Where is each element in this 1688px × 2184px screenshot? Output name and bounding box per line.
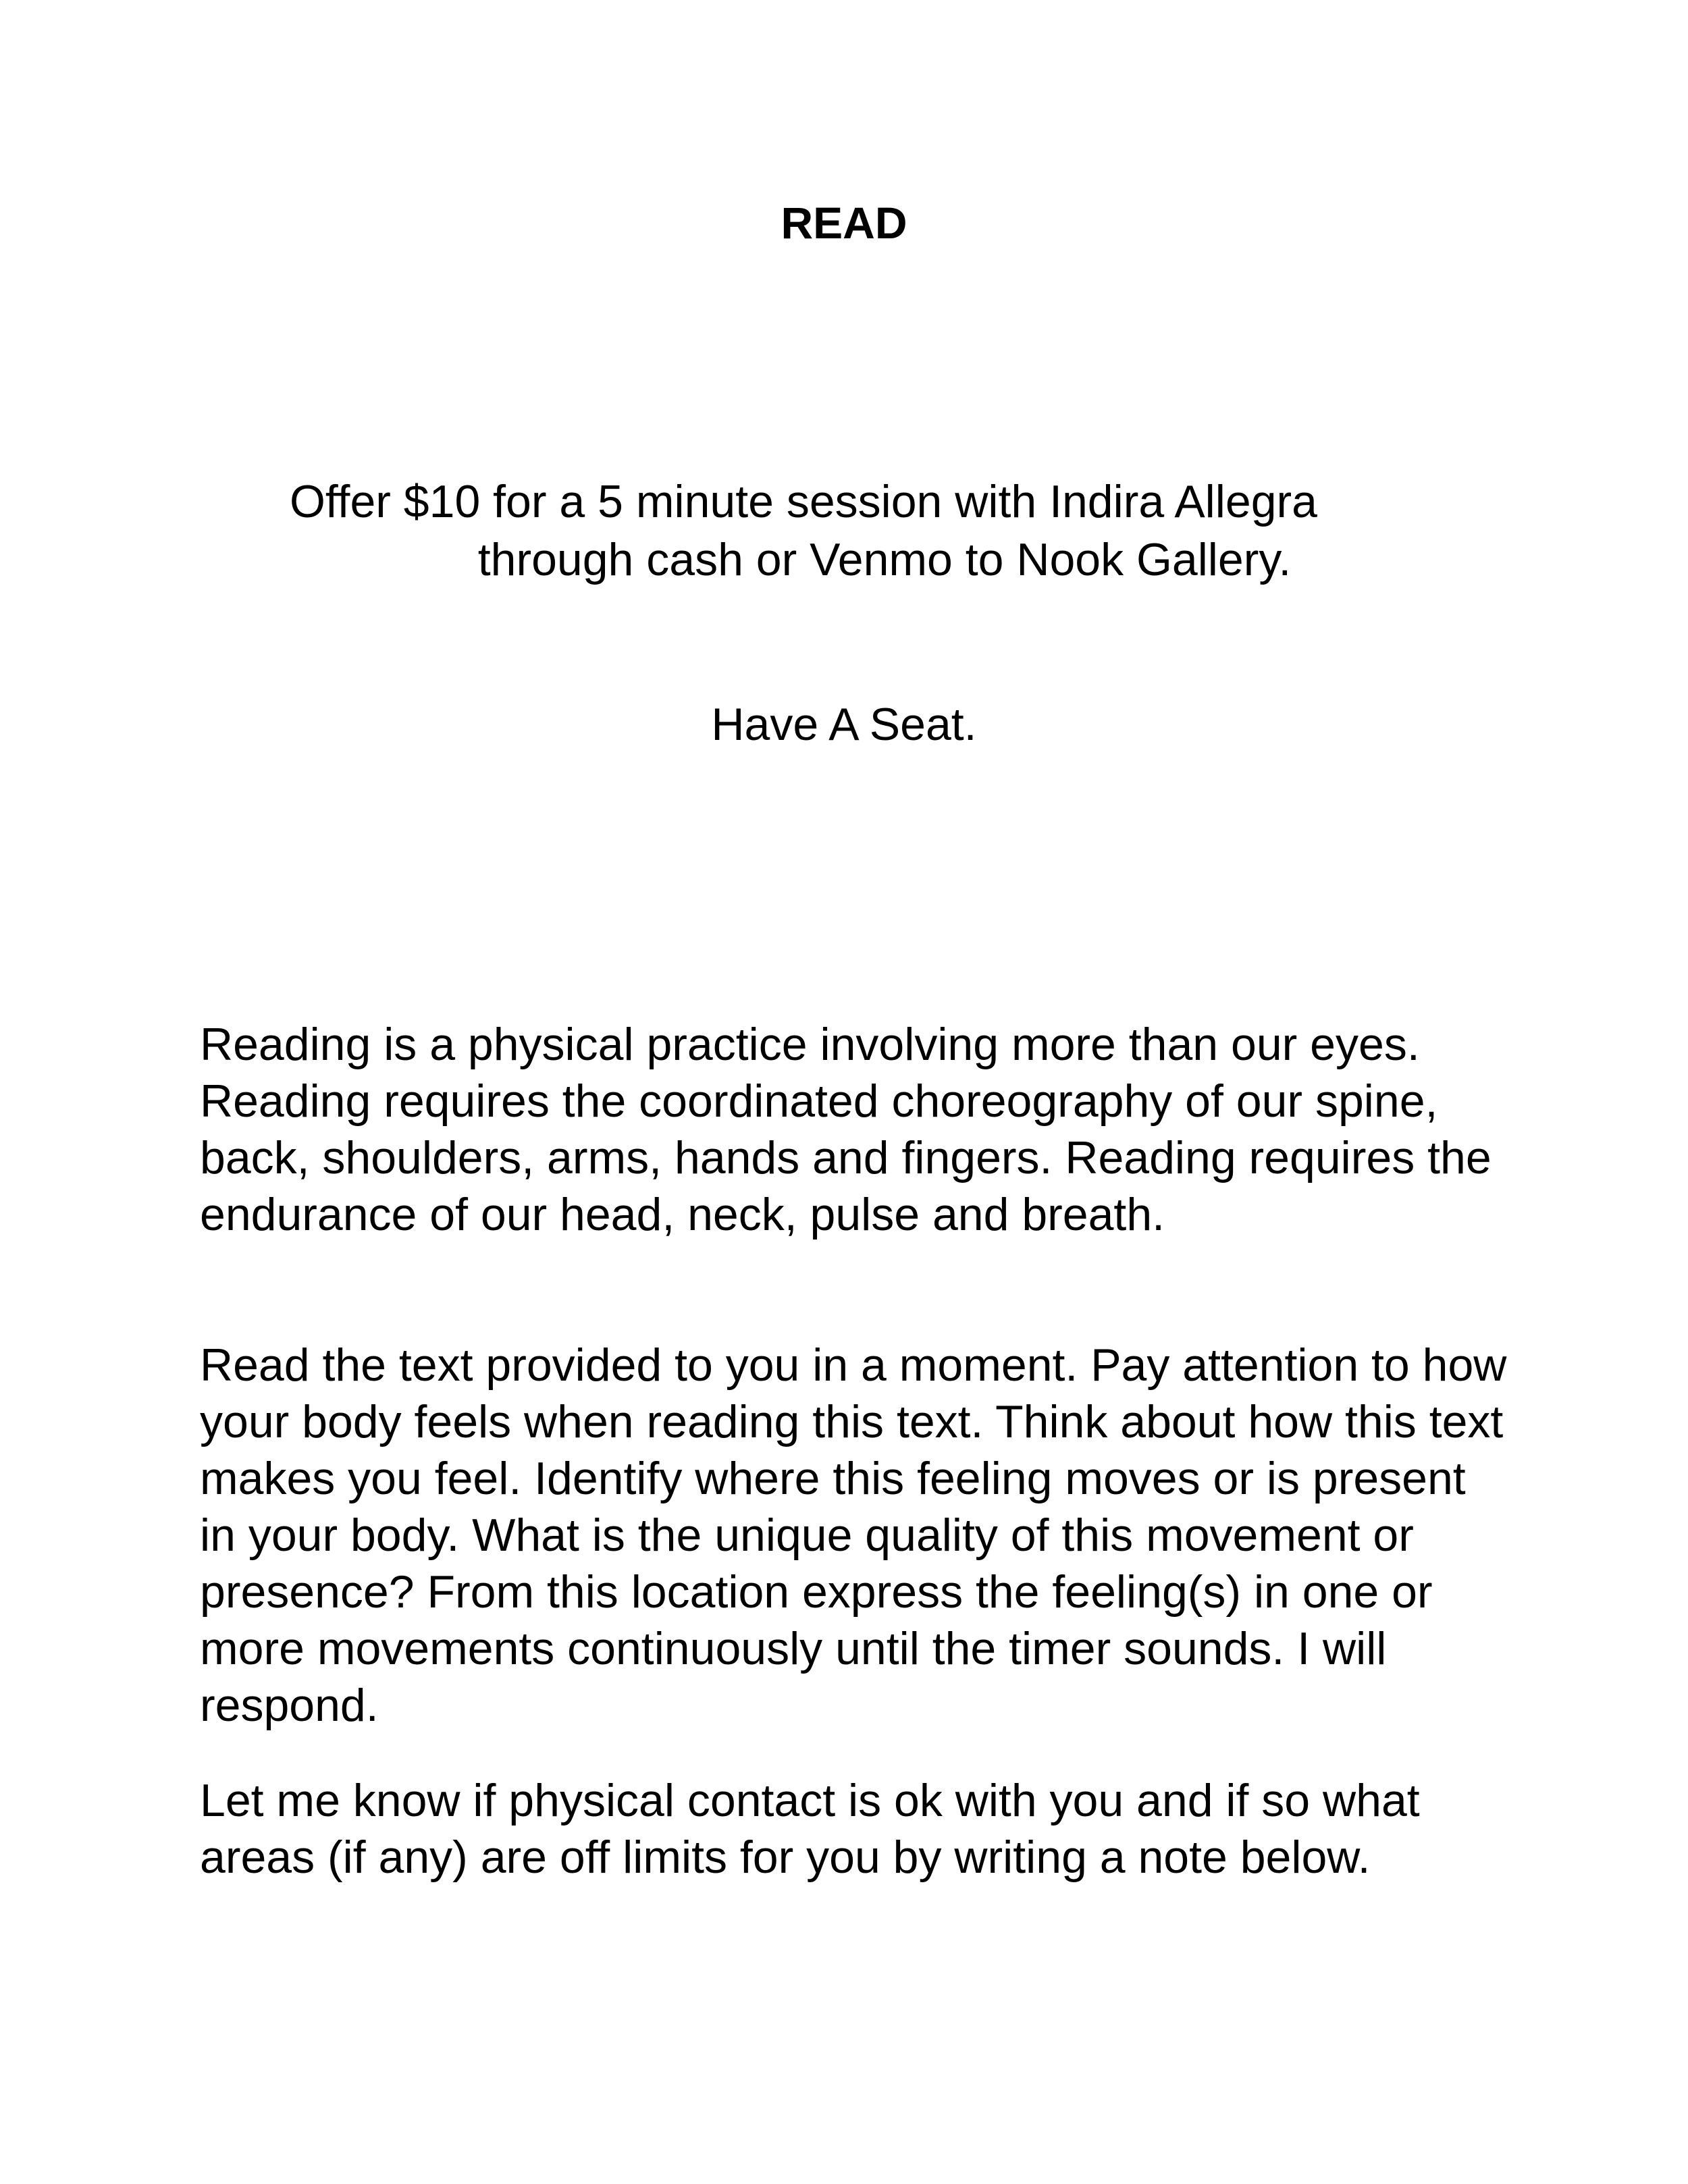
offer-line-1: Offer $10 for a 5 minute session with Indira Allegra <box>290 476 1317 527</box>
paragraph-reading-practice: Reading is a physical practice involving more than our eyes. Reading requires the coordinated choreography of our spine, back, shoulders, arms, hands and fingers. Reading requires the endurance of our head, neck, pulse and breath. <box>200 1019 1492 1240</box>
offer-line-2: through cash or Venmo to Nook Gallery. <box>477 534 1292 585</box>
have-a-seat-text: Have A Seat. <box>711 699 977 750</box>
page-title: READ <box>781 198 907 248</box>
paragraph-physical-contact: Let me know if physical contact is ok with you and if so what areas (if any) are off limits for you by writing a note below. <box>200 1775 1420 1883</box>
offer-text <box>0 473 1688 589</box>
paragraph-instructions: Read the text provided to you in a moment. Pay attention to how your body feels when reading this text. Think about how this text makes you feel. Identify where this feeling moves or is present in your body. What is the unique quality of this movement or presence? From this location express the feeling(s) in one or more movements continuously until the timer sounds. I will respond. <box>200 1339 1507 1731</box>
